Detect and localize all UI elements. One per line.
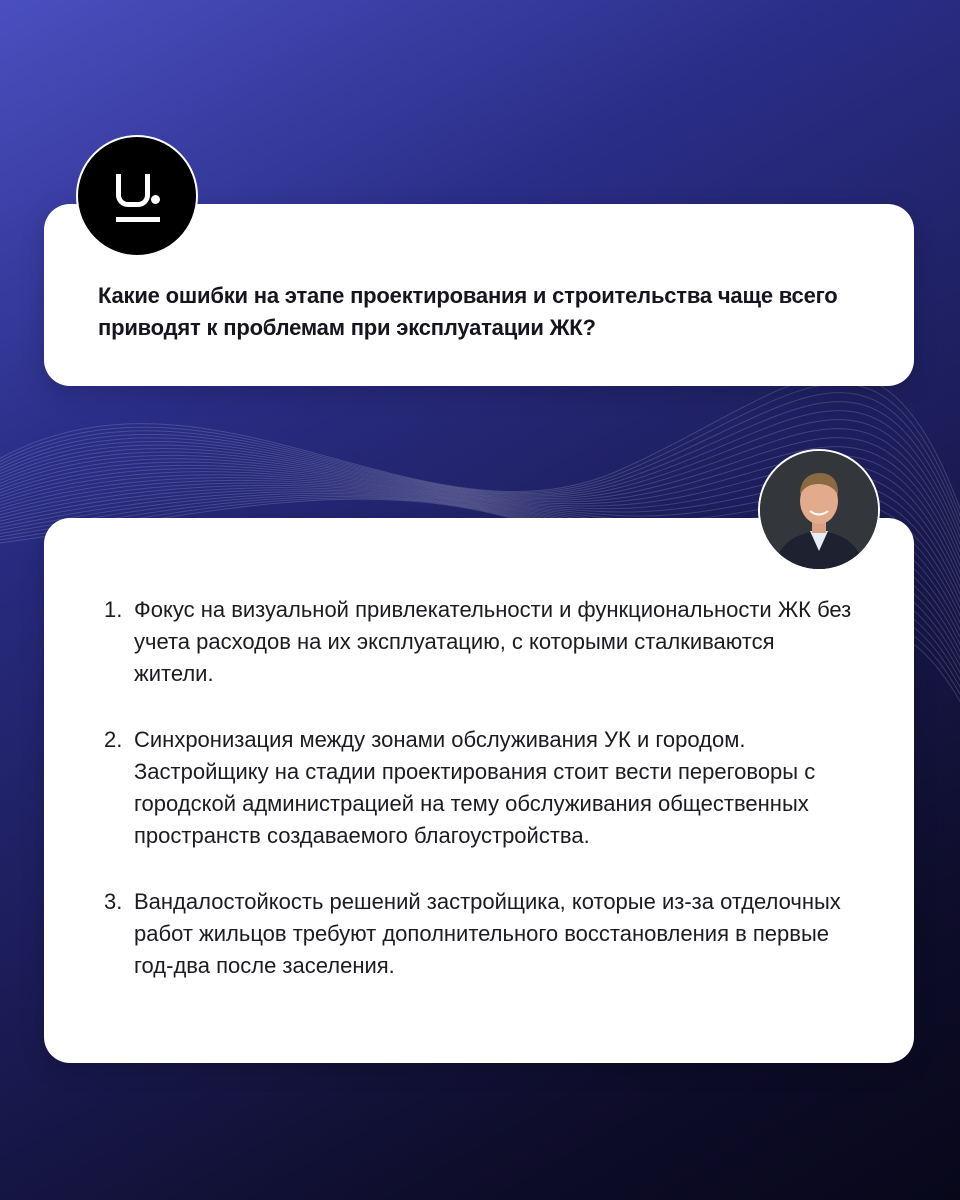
brand-logo-icon — [76, 135, 198, 257]
answer-item-1 — [104, 594, 854, 690]
speaker-portrait-icon — [760, 451, 878, 569]
answer-card — [44, 518, 914, 1063]
answer-text: Синхронизация между зонами обслуживания УК и городом. Застройщику на стадии проектирования стоит вести переговоры с городской администрацией на тему обслуживания общественных пространств создаваемого благоустройства. — [134, 727, 816, 848]
answer-text: Фокус на визуальной привлекательности и функциональности ЖК без учета расходов на их эксплуатацию, с которыми сталкиваются жители. — [134, 597, 852, 686]
speaker-avatar — [758, 449, 880, 571]
answer-number: 1. — [104, 597, 123, 622]
logo-letter-u — [116, 174, 150, 207]
answer-text: Вандалостойкость решений застройщика, которые из-за отделочных работ жильцов требуют дополнительного восстановления в первые год-два после заселения. — [134, 889, 841, 978]
answer-number: 3. — [104, 889, 123, 914]
answer-item-3 — [104, 886, 854, 982]
answer-list — [104, 594, 854, 1016]
answer-number: 2. — [104, 727, 123, 752]
logo-underline — [116, 217, 160, 222]
logo-dot — [151, 195, 160, 204]
answer-item-2 — [104, 724, 854, 852]
question-text: Какие ошибки на этапе проектирования и строительства чаще всего приводят к проблемам при эксплуатации ЖК? — [98, 283, 838, 340]
